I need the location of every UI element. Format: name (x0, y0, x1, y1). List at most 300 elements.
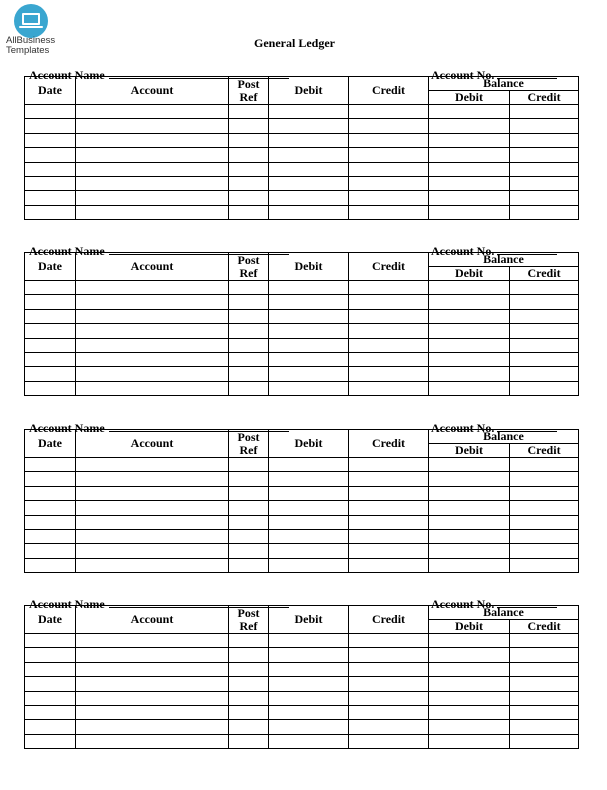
date-cell[interactable] (25, 367, 76, 381)
table-row (25, 148, 579, 162)
account-cell[interactable] (76, 458, 229, 472)
post-label: Post (237, 76, 260, 91)
debit-cell[interactable] (269, 677, 349, 691)
ledger-table (24, 76, 579, 220)
date-cell[interactable] (25, 105, 76, 119)
balance-credit-cell[interactable] (510, 529, 579, 543)
account-cell[interactable] (76, 338, 229, 352)
account-cell[interactable] (76, 515, 229, 529)
post-ref-cell[interactable] (229, 381, 269, 395)
account-cell[interactable] (76, 634, 229, 648)
post-ref-cell[interactable] (229, 148, 269, 162)
balance-debit-cell[interactable] (429, 648, 510, 662)
logo-text (6, 36, 55, 56)
account-no-label: Account No. (431, 597, 495, 611)
debit-cell[interactable] (269, 634, 349, 648)
laptop-icon (19, 12, 43, 30)
account-cell[interactable] (76, 705, 229, 719)
account-cell[interactable] (76, 205, 229, 219)
col-header-debit: Debit (269, 253, 349, 281)
col-header-date: Date (25, 253, 76, 281)
credit-cell[interactable] (349, 205, 429, 219)
post-ref-cell[interactable] (229, 501, 269, 515)
post-ref-cell[interactable] (229, 295, 269, 309)
date-cell[interactable] (25, 148, 76, 162)
account-cell[interactable] (76, 281, 229, 295)
account-cell[interactable] (76, 367, 229, 381)
balance-credit-cell[interactable] (510, 352, 579, 366)
balance-debit-cell[interactable] (429, 501, 510, 515)
balance-credit-cell[interactable] (510, 458, 579, 472)
post-ref-cell[interactable] (229, 367, 269, 381)
balance-credit-cell[interactable] (510, 634, 579, 648)
col-header-balance-credit: Credit (510, 620, 579, 634)
col-header-balance-credit: Credit (510, 444, 579, 458)
account-cell[interactable] (76, 176, 229, 190)
logo-line-2: Templates (6, 45, 50, 56)
post-ref-cell[interactable] (229, 309, 269, 323)
balance-debit-cell[interactable] (429, 691, 510, 705)
balance-debit-cell[interactable] (429, 176, 510, 190)
balance-credit-cell[interactable] (510, 105, 579, 119)
account-cell[interactable] (76, 677, 229, 691)
col-header-balance: Balance (429, 606, 579, 620)
table-row (25, 309, 579, 323)
table-row (25, 501, 579, 515)
balance-credit-cell[interactable] (510, 205, 579, 219)
balance-debit-cell[interactable] (429, 162, 510, 176)
account-cell[interactable] (76, 133, 229, 147)
debit-cell[interactable] (269, 486, 349, 500)
table-row (25, 472, 579, 486)
balance-debit-cell[interactable] (429, 133, 510, 147)
date-cell[interactable] (25, 544, 76, 558)
ref-label: Ref (239, 89, 258, 104)
credit-cell[interactable] (349, 324, 429, 338)
credit-cell[interactable] (349, 501, 429, 515)
credit-cell[interactable] (349, 338, 429, 352)
col-header-account: Account (76, 77, 229, 105)
account-no-label: Account No. (431, 421, 495, 435)
debit-cell[interactable] (269, 558, 349, 572)
account-name-label: Account Name (29, 421, 105, 435)
ledger-table (24, 429, 579, 573)
post-label: Post (237, 252, 260, 267)
post-ref-cell[interactable] (229, 558, 269, 572)
date-cell[interactable] (25, 324, 76, 338)
debit-cell[interactable] (269, 162, 349, 176)
account-cell[interactable] (76, 558, 229, 572)
credit-cell[interactable] (349, 705, 429, 719)
debit-cell[interactable] (269, 352, 349, 366)
balance-credit-cell[interactable] (510, 734, 579, 748)
credit-cell[interactable] (349, 352, 429, 366)
balance-debit-cell[interactable] (429, 295, 510, 309)
debit-cell[interactable] (269, 176, 349, 190)
balance-debit-cell[interactable] (429, 281, 510, 295)
credit-cell[interactable] (349, 544, 429, 558)
post-ref-cell[interactable] (229, 544, 269, 558)
col-header-balance: Balance (429, 430, 579, 444)
table-row (25, 352, 579, 366)
debit-cell[interactable] (269, 648, 349, 662)
date-cell[interactable] (25, 677, 76, 691)
post-ref-cell[interactable] (229, 472, 269, 486)
debit-cell[interactable] (269, 734, 349, 748)
account-cell[interactable] (76, 324, 229, 338)
table-row (25, 677, 579, 691)
balance-credit-cell[interactable] (510, 162, 579, 176)
credit-cell[interactable] (349, 458, 429, 472)
credit-cell[interactable] (349, 191, 429, 205)
col-header-post-ref (229, 77, 269, 105)
col-header-balance-debit: Debit (429, 444, 510, 458)
debit-cell[interactable] (269, 529, 349, 543)
table-row (25, 648, 579, 662)
date-cell[interactable] (25, 352, 76, 366)
table-row (25, 529, 579, 543)
ref-label: Ref (239, 265, 258, 280)
date-cell[interactable] (25, 662, 76, 676)
col-header-balance: Balance (429, 77, 579, 91)
post-ref-cell[interactable] (229, 662, 269, 676)
debit-cell[interactable] (269, 515, 349, 529)
account-cell[interactable] (76, 501, 229, 515)
date-cell[interactable] (25, 133, 76, 147)
debit-cell[interactable] (269, 295, 349, 309)
balance-credit-cell[interactable] (510, 324, 579, 338)
balance-debit-cell[interactable] (429, 677, 510, 691)
col-header-account: Account (76, 253, 229, 281)
debit-cell[interactable] (269, 705, 349, 719)
balance-debit-cell[interactable] (429, 119, 510, 133)
balance-credit-cell[interactable] (510, 691, 579, 705)
balance-debit-cell[interactable] (429, 324, 510, 338)
debit-cell[interactable] (269, 148, 349, 162)
document-title: General Ledger (254, 36, 335, 50)
balance-debit-cell[interactable] (429, 515, 510, 529)
ledger-table (24, 252, 579, 396)
credit-cell[interactable] (349, 176, 429, 190)
table-row (25, 558, 579, 572)
date-cell[interactable] (25, 734, 76, 748)
date-cell[interactable] (25, 558, 76, 572)
credit-cell[interactable] (349, 281, 429, 295)
credit-cell[interactable] (349, 529, 429, 543)
post-ref-cell[interactable] (229, 515, 269, 529)
balance-debit-cell[interactable] (429, 472, 510, 486)
date-cell[interactable] (25, 486, 76, 500)
col-header-balance: Balance (429, 253, 579, 267)
balance-credit-cell[interactable] (510, 558, 579, 572)
post-ref-cell[interactable] (229, 281, 269, 295)
balance-debit-cell[interactable] (429, 486, 510, 500)
credit-cell[interactable] (349, 486, 429, 500)
account-cell[interactable] (76, 119, 229, 133)
post-ref-cell[interactable] (229, 648, 269, 662)
balance-credit-cell[interactable] (510, 176, 579, 190)
date-cell[interactable] (25, 529, 76, 543)
account-cell[interactable] (76, 486, 229, 500)
table-row (25, 734, 579, 748)
col-header-post-ref (229, 606, 269, 634)
balance-credit-cell[interactable] (510, 648, 579, 662)
col-header-date: Date (25, 606, 76, 634)
post-ref-cell[interactable] (229, 205, 269, 219)
credit-cell[interactable] (349, 119, 429, 133)
credit-cell[interactable] (349, 734, 429, 748)
post-ref-cell[interactable] (229, 677, 269, 691)
col-header-post-ref (229, 253, 269, 281)
table-row (25, 119, 579, 133)
debit-cell[interactable] (269, 367, 349, 381)
balance-debit-cell[interactable] (429, 529, 510, 543)
debit-cell[interactable] (269, 309, 349, 323)
col-header-balance-credit: Credit (510, 91, 579, 105)
date-cell[interactable] (25, 162, 76, 176)
col-header-debit: Debit (269, 430, 349, 458)
table-row (25, 544, 579, 558)
col-header-debit: Debit (269, 606, 349, 634)
date-cell[interactable] (25, 634, 76, 648)
debit-cell[interactable] (269, 281, 349, 295)
date-cell[interactable] (25, 648, 76, 662)
credit-cell[interactable] (349, 162, 429, 176)
account-cell[interactable] (76, 381, 229, 395)
balance-debit-cell[interactable] (429, 381, 510, 395)
account-cell[interactable] (76, 148, 229, 162)
balance-debit-cell[interactable] (429, 662, 510, 676)
post-ref-cell[interactable] (229, 191, 269, 205)
debit-cell[interactable] (269, 338, 349, 352)
balance-debit-cell[interactable] (429, 105, 510, 119)
account-cell[interactable] (76, 105, 229, 119)
date-cell[interactable] (25, 691, 76, 705)
balance-debit-cell[interactable] (429, 634, 510, 648)
balance-debit-cell[interactable] (429, 205, 510, 219)
post-ref-cell[interactable] (229, 105, 269, 119)
credit-cell[interactable] (349, 691, 429, 705)
date-cell[interactable] (25, 309, 76, 323)
credit-cell[interactable] (349, 472, 429, 486)
table-row (25, 515, 579, 529)
debit-cell[interactable] (269, 691, 349, 705)
account-cell[interactable] (76, 191, 229, 205)
balance-credit-cell[interactable] (510, 677, 579, 691)
debit-cell[interactable] (269, 205, 349, 219)
balance-credit-cell[interactable] (510, 295, 579, 309)
account-cell[interactable] (76, 309, 229, 323)
balance-debit-cell[interactable] (429, 720, 510, 734)
debit-cell[interactable] (269, 381, 349, 395)
credit-cell[interactable] (349, 295, 429, 309)
balance-credit-cell[interactable] (510, 281, 579, 295)
balance-credit-cell[interactable] (510, 381, 579, 395)
account-cell[interactable] (76, 734, 229, 748)
post-ref-cell[interactable] (229, 486, 269, 500)
date-cell[interactable] (25, 458, 76, 472)
debit-cell[interactable] (269, 662, 349, 676)
date-cell[interactable] (25, 176, 76, 190)
balance-credit-cell[interactable] (510, 367, 579, 381)
post-ref-cell[interactable] (229, 634, 269, 648)
balance-credit-cell[interactable] (510, 191, 579, 205)
date-cell[interactable] (25, 705, 76, 719)
credit-cell[interactable] (349, 558, 429, 572)
col-header-credit: Credit (349, 430, 429, 458)
date-cell[interactable] (25, 205, 76, 219)
account-cell[interactable] (76, 662, 229, 676)
account-cell[interactable] (76, 544, 229, 558)
date-cell[interactable] (25, 295, 76, 309)
post-ref-cell[interactable] (229, 734, 269, 748)
post-ref-cell[interactable] (229, 338, 269, 352)
debit-cell[interactable] (269, 133, 349, 147)
date-cell[interactable] (25, 338, 76, 352)
date-cell[interactable] (25, 381, 76, 395)
account-cell[interactable] (76, 162, 229, 176)
col-header-account: Account (76, 430, 229, 458)
balance-credit-cell[interactable] (510, 705, 579, 719)
debit-cell[interactable] (269, 458, 349, 472)
debit-cell[interactable] (269, 105, 349, 119)
col-header-balance-debit: Debit (429, 267, 510, 281)
debit-cell[interactable] (269, 324, 349, 338)
account-cell[interactable] (76, 295, 229, 309)
account-cell[interactable] (76, 529, 229, 543)
table-row (25, 162, 579, 176)
account-name-label: Account Name (29, 244, 105, 258)
balance-debit-cell[interactable] (429, 544, 510, 558)
table-row (25, 205, 579, 219)
credit-cell[interactable] (349, 309, 429, 323)
balance-credit-cell[interactable] (510, 472, 579, 486)
col-header-post-ref (229, 430, 269, 458)
balance-debit-cell[interactable] (429, 367, 510, 381)
post-ref-cell[interactable] (229, 133, 269, 147)
balance-debit-cell[interactable] (429, 734, 510, 748)
balance-credit-cell[interactable] (510, 662, 579, 676)
balance-debit-cell[interactable] (429, 558, 510, 572)
date-cell[interactable] (25, 191, 76, 205)
post-ref-cell[interactable] (229, 529, 269, 543)
table-row (25, 720, 579, 734)
balance-debit-cell[interactable] (429, 458, 510, 472)
table-row (25, 324, 579, 338)
col-header-date: Date (25, 77, 76, 105)
date-cell[interactable] (25, 281, 76, 295)
ledger-table (24, 605, 579, 749)
debit-cell[interactable] (269, 720, 349, 734)
table-row (25, 486, 579, 500)
table-row (25, 338, 579, 352)
credit-cell[interactable] (349, 720, 429, 734)
credit-cell[interactable] (349, 515, 429, 529)
table-row (25, 691, 579, 705)
balance-credit-cell[interactable] (510, 515, 579, 529)
post-ref-cell[interactable] (229, 162, 269, 176)
col-header-balance-debit: Debit (429, 620, 510, 634)
balance-debit-cell[interactable] (429, 352, 510, 366)
col-header-credit: Credit (349, 77, 429, 105)
credit-cell[interactable] (349, 105, 429, 119)
credit-cell[interactable] (349, 381, 429, 395)
post-ref-cell[interactable] (229, 352, 269, 366)
date-cell[interactable] (25, 501, 76, 515)
balance-debit-cell[interactable] (429, 309, 510, 323)
post-label: Post (237, 605, 260, 620)
ref-label: Ref (239, 442, 258, 457)
balance-debit-cell[interactable] (429, 338, 510, 352)
date-cell[interactable] (25, 720, 76, 734)
credit-cell[interactable] (349, 367, 429, 381)
credit-cell[interactable] (349, 648, 429, 662)
post-ref-cell[interactable] (229, 458, 269, 472)
account-cell[interactable] (76, 352, 229, 366)
post-ref-cell[interactable] (229, 720, 269, 734)
debit-cell[interactable] (269, 191, 349, 205)
table-row (25, 191, 579, 205)
col-header-credit: Credit (349, 253, 429, 281)
debit-cell[interactable] (269, 119, 349, 133)
balance-credit-cell[interactable] (510, 309, 579, 323)
post-ref-cell[interactable] (229, 705, 269, 719)
account-cell[interactable] (76, 648, 229, 662)
credit-cell[interactable] (349, 148, 429, 162)
balance-debit-cell[interactable] (429, 705, 510, 719)
table-row (25, 176, 579, 190)
table-row (25, 381, 579, 395)
date-cell[interactable] (25, 119, 76, 133)
col-header-credit: Credit (349, 606, 429, 634)
credit-cell[interactable] (349, 133, 429, 147)
debit-cell[interactable] (269, 544, 349, 558)
credit-cell[interactable] (349, 634, 429, 648)
account-cell[interactable] (76, 691, 229, 705)
debit-cell[interactable] (269, 472, 349, 486)
date-cell[interactable] (25, 515, 76, 529)
account-cell[interactable] (76, 472, 229, 486)
balance-credit-cell[interactable] (510, 338, 579, 352)
credit-cell[interactable] (349, 677, 429, 691)
balance-credit-cell[interactable] (510, 544, 579, 558)
balance-credit-cell[interactable] (510, 720, 579, 734)
credit-cell[interactable] (349, 662, 429, 676)
account-name-label: Account Name (29, 597, 105, 611)
date-cell[interactable] (25, 472, 76, 486)
debit-cell[interactable] (269, 501, 349, 515)
account-cell[interactable] (76, 720, 229, 734)
col-header-date: Date (25, 430, 76, 458)
post-ref-cell[interactable] (229, 119, 269, 133)
balance-debit-cell[interactable] (429, 191, 510, 205)
balance-credit-cell[interactable] (510, 148, 579, 162)
table-row (25, 458, 579, 472)
table-row (25, 295, 579, 309)
col-header-debit: Debit (269, 77, 349, 105)
balance-credit-cell[interactable] (510, 486, 579, 500)
balance-debit-cell[interactable] (429, 148, 510, 162)
balance-credit-cell[interactable] (510, 501, 579, 515)
table-row (25, 281, 579, 295)
post-ref-cell[interactable] (229, 176, 269, 190)
balance-credit-cell[interactable] (510, 133, 579, 147)
post-ref-cell[interactable] (229, 691, 269, 705)
balance-credit-cell[interactable] (510, 119, 579, 133)
company-logo (6, 4, 66, 54)
table-row (25, 105, 579, 119)
post-ref-cell[interactable] (229, 324, 269, 338)
